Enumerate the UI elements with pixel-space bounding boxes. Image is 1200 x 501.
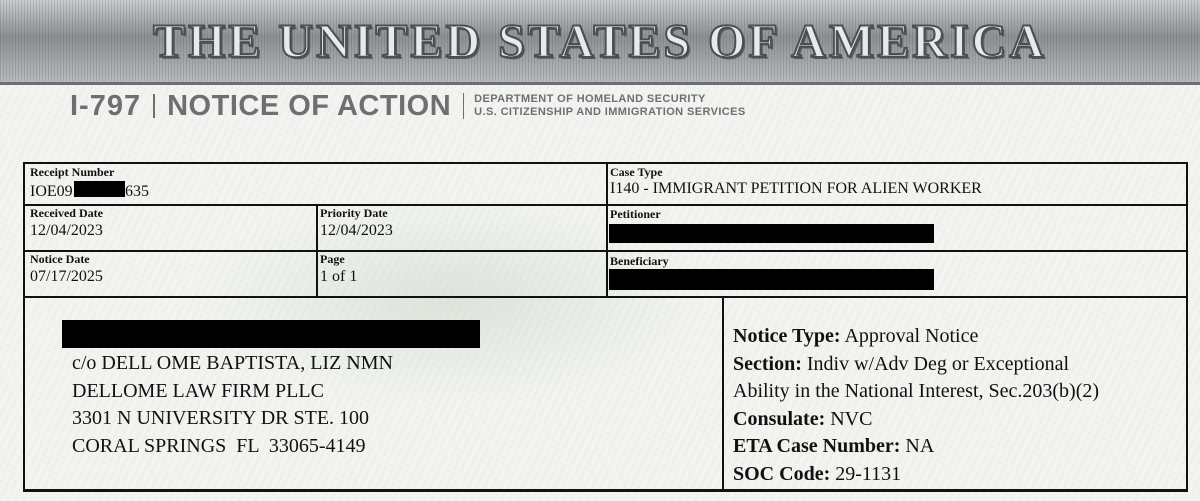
petitioner-label: Petitioner [610, 207, 661, 221]
divider [153, 94, 155, 118]
notice-type-value: Approval Notice [844, 325, 979, 347]
grid-rule [25, 489, 1186, 490]
redaction-bar [609, 269, 934, 290]
received-date-label: Received Date [30, 206, 103, 220]
receipt-number-prefix: IOE09 [30, 183, 73, 200]
grid-rule [722, 296, 724, 490]
notice-date-value: 07/17/2025 [30, 268, 103, 285]
redaction-bar [609, 224, 934, 243]
soc-code-value: 29-1131 [835, 462, 902, 485]
department-name: DEPARTMENT OF HOMELAND SECURITY [474, 93, 706, 105]
receipt-number-label: Receipt Number [30, 165, 115, 179]
section-value-continued: Ability in the National Interest, Sec.203(b)(2) [733, 380, 1100, 402]
consulate-value: NVC [830, 407, 873, 430]
grid-rule [316, 204, 318, 298]
form-name: NOTICE OF ACTION [167, 89, 452, 122]
address-line: c/o DELL OME BAPTISTA, LIZ NMN [72, 352, 393, 374]
notice-date-label: Notice Date [30, 252, 90, 266]
priority-date-label: Priority Date [320, 206, 388, 220]
form-number: I-797 [70, 89, 142, 122]
eta-case-number-value: NA [905, 435, 935, 457]
banner-title: THE UNITED STATES OF AMERICA [153, 15, 1047, 68]
grid-rule [606, 164, 608, 298]
beneficiary-label: Beneficiary [610, 254, 669, 268]
form-header [70, 88, 746, 124]
agency-name: U.S. CITIZENSHIP AND IMMIGRATION SERVICES [474, 106, 746, 118]
notice-type-label: Notice Type: [733, 325, 841, 347]
divider [463, 93, 464, 119]
soc-code-label: SOC Code: [733, 462, 831, 485]
agency-block [474, 93, 745, 119]
notice-details [733, 323, 1099, 488]
received-date-value: 12/04/2023 [30, 222, 103, 239]
redaction-bar [74, 181, 125, 197]
address-line: CORAL SPRINGS FL 33065-4149 [72, 434, 366, 457]
redaction-bar [62, 320, 480, 348]
address-line: DELLOME LAW FIRM PLLC [72, 379, 324, 402]
section-value: Indiv w/Adv Deg or Exceptional [806, 352, 1070, 375]
page-value: 1 of 1 [320, 268, 358, 285]
eta-case-number-label: ETA Case Number: [733, 435, 901, 457]
case-type-label: Case Type [610, 165, 663, 179]
priority-date-value: 12/04/2023 [320, 222, 393, 239]
mailing-address [72, 350, 393, 460]
section-label: Section: [733, 352, 802, 375]
consulate-label: Consulate: [733, 407, 826, 430]
case-type-value: I140 - IMMIGRANT PETITION FOR ALIEN WORKER [610, 180, 982, 197]
address-line: 3301 N UNIVERSITY DR STE. 100 [72, 407, 370, 429]
page-label: Page [320, 252, 345, 266]
receipt-number-suffix: 635 [125, 183, 149, 200]
banner [0, 0, 1200, 85]
